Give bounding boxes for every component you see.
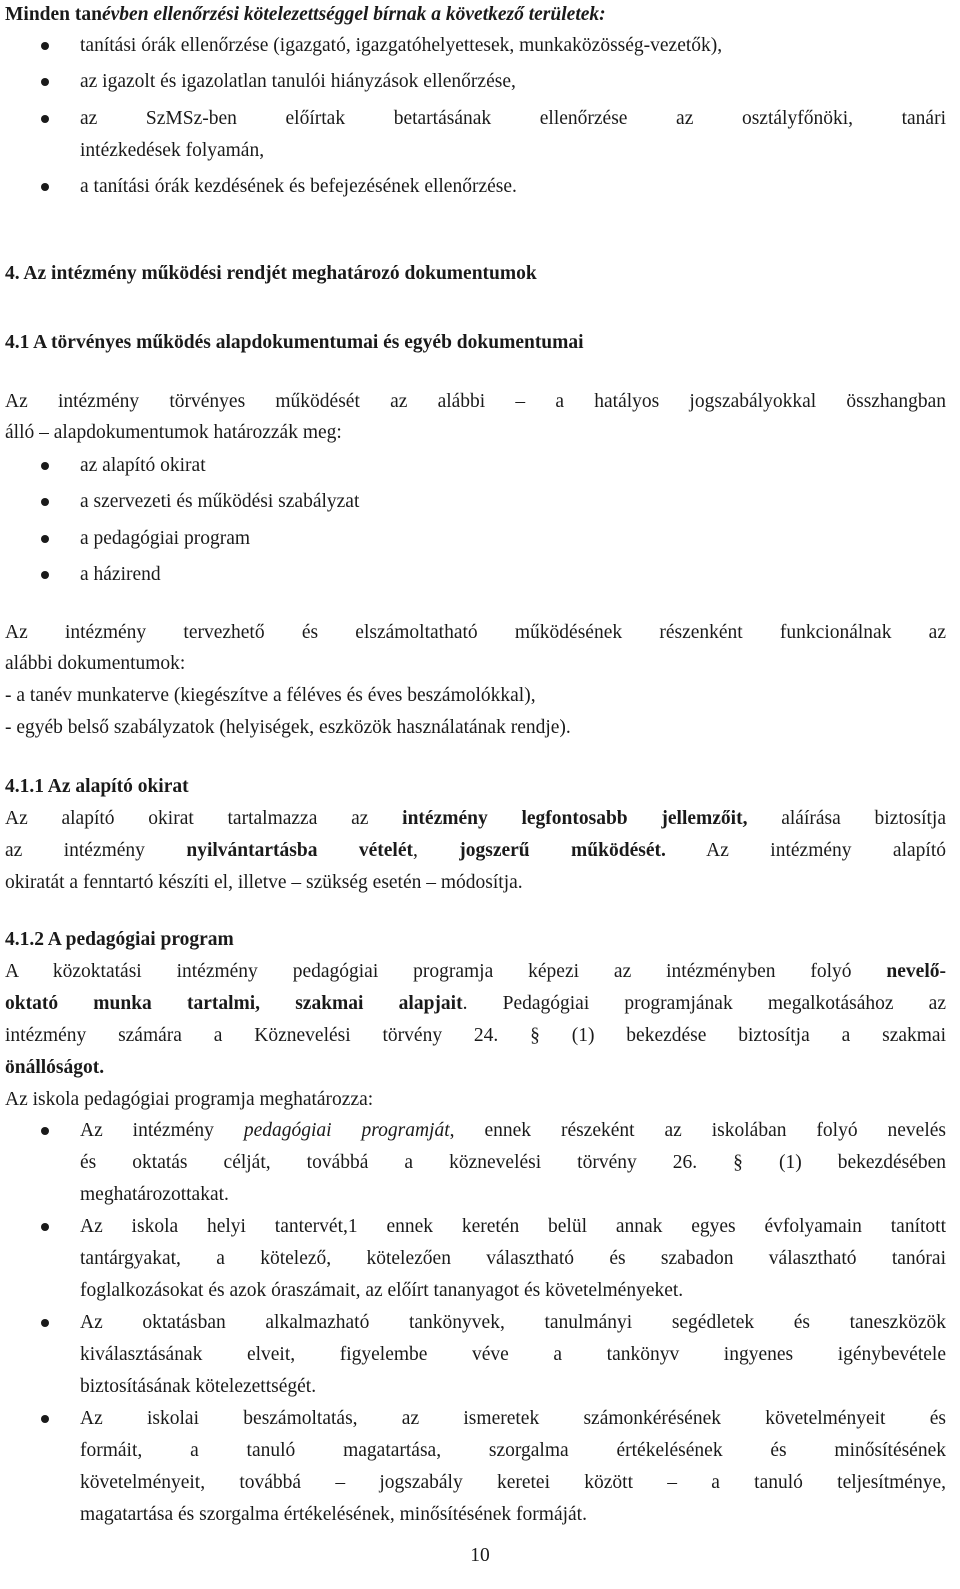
bullet-icon [41,571,49,579]
list-item-continuation: intézkedések folyamán, [80,140,265,161]
subsection-heading: 4.1.2 A pedagógiai program [5,929,234,950]
paragraph-line: alábbi dokumentumok: [5,653,186,674]
paragraph-line [5,839,946,863]
list-item-continuation: követelményeit, továbbá – jogszabály keretei között – a tanuló teljesítménye, [80,1472,946,1493]
paragraph-line: Az intézmény tervezhető és elszámoltatható működésének részenként funkcionálnak az [5,622,946,643]
bullet-icon [41,115,49,123]
list-item-continuation: tantárgyakat, a kötelező, kötelezően választható és szabadon választható tanórai [80,1248,946,1269]
list-item: az SzMSz-ben előírtak betartásának ellenőrzése az osztályfőnöki, tanári [80,108,946,129]
bullet-icon [41,462,49,470]
bold-text: jogszerű működését. [459,840,666,861]
list-item-continuation: és oktatás célját, továbbá a köznevelési törvény 26. § (1) bekezdésében [80,1152,946,1173]
bold-text: oktató munka tartalmi, szakmai alapjait [5,993,463,1014]
bullet-icon [41,42,49,50]
text: aláírása biztosítja [747,808,946,829]
bold-text: intézmény legfontosabb jellemzőit, [402,808,748,829]
text: , [412,840,460,861]
text: Az intézmény [80,1120,244,1141]
bullet-icon [41,183,49,191]
list-item-continuation: meghatározottakat. [80,1184,229,1205]
text: Az alapító okirat tartalmazza az [5,808,403,829]
bullet-icon [41,535,49,543]
list-item: a tanítási órák kezdésének és befejezésének ellenőrzése. [80,176,517,197]
list-item: a pedagógiai program [80,528,251,549]
list-item: Az iskola helyi tantervét,1 ennek keretén belül annak egyes évfolyamain tanított [80,1216,946,1237]
paragraph-line: Az iskola pedagógiai programja meghatározza: [5,1089,374,1110]
bullet-icon [41,78,49,86]
dash-item: - a tanév munkaterve (kiegészítve a féléves és éves beszámolókkal), [5,685,536,706]
list-item: tanítási órák ellenőrzése (igazgató, igazgatóhelyettesek, munkaközösség-vezetők), [80,35,723,56]
bullet-icon [41,1223,49,1231]
text: A közoktatási intézmény pedagógiai programja képezi az intézményben folyó [5,961,887,982]
subsection-heading: 4.1.1 Az alapító okirat [5,776,189,797]
paragraph-line: önállóságot. [5,1057,105,1078]
list-item: Az iskolai beszámoltatás, az ismeretek számonkérésének követelményeit és [80,1408,946,1429]
bold-text: nyilvántartásba vételét [186,840,413,861]
list-item: az alapító okirat [80,455,206,476]
italic-text: pedagógiai programját [243,1120,450,1141]
paragraph-line [5,807,946,831]
paragraph-line: Az intézmény törvényes működését az alábbi – a hatályos jogszabályokkal összhangban [5,391,946,412]
text: Az intézmény alapító [665,840,946,861]
paragraph-line [5,960,946,984]
bullet-icon [41,1319,49,1327]
text: az intézmény [5,840,187,861]
text: . Pedagógiai programjának megalkotásához az [462,993,946,1014]
list-item-continuation: biztosításának kötelezettségét. [80,1376,317,1397]
dash-item: - egyéb belső szabályzatok (helyiségek, eszközök használatának rendje). [5,717,571,738]
paragraph-line [5,992,946,1016]
text: , ennek részeként az iskolában folyó nevelés [449,1120,946,1141]
list-item-continuation: kiválasztásának elveit, figyelembe véve a tankönyv ingyenes igénybevétele [80,1344,946,1365]
list-item [80,1119,946,1143]
list-item: a házirend [80,564,161,585]
bullet-icon [41,1127,49,1135]
paragraph-line: intézmény számára a Köznevelési törvény 24. § (1) bekezdése biztosítja a szakmai [5,1025,946,1046]
list-item-continuation: foglalkozásokat és azok óraszámait, az előírt tananyagot és követelményeket. [80,1280,684,1301]
list-item: a szervezeti és működési szabályzat [80,491,360,512]
page-number: 10 [470,1545,490,1566]
bullet-icon [41,498,49,506]
list-item-continuation: formáit, a tanuló magatartása, szorgalma értékelésének és minősítésének [80,1440,946,1461]
intro-title [5,3,946,27]
subsection-heading: 4.1 A törvényes működés alapdokumentumai és egyéb dokumentumai [5,332,584,353]
bullet-icon [41,1415,49,1423]
paragraph-line: álló – alapdokumentumok határozzák meg: [5,422,342,443]
section-heading: 4. Az intézmény működési rendjét meghatározó dokumentumok [5,263,537,284]
paragraph-line: okiratát a fenntartó készíti el, illetve – szükség esetén – módosítja. [5,872,523,893]
list-item: az igazolt és igazolatlan tanulói hiányzások ellenőrzése, [80,71,516,92]
bold-text: nevelő- [886,961,946,982]
list-item: Az oktatásban alkalmazható tankönyvek, tanulmányi segédletek és taneszközök [80,1312,946,1333]
list-item-continuation: magatartása és szorgalma értékelésének, minősítésének formáját. [80,1504,587,1525]
intro-title-bolditalic: évben ellenőrzési kötelezettséggel bírnak a következő területek: [101,4,606,25]
intro-title-bold: Minden tan [5,4,102,25]
